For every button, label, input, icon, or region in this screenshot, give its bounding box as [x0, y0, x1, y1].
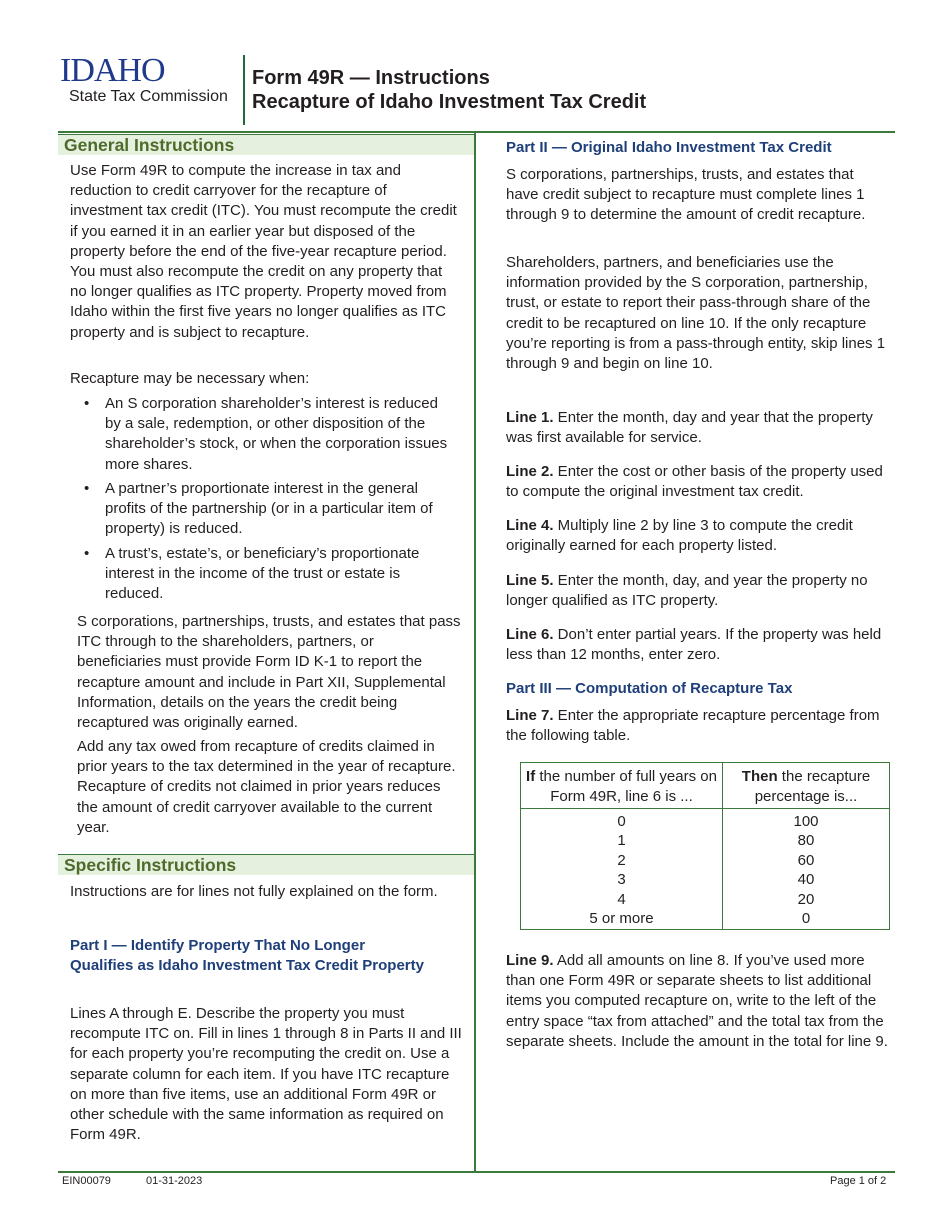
table-cell: 60: [797, 851, 815, 869]
table-column-percentages: [723, 812, 889, 928]
idaho-logo: [60, 52, 240, 113]
header-divider: [243, 55, 245, 125]
specific-paragraph-1: Instructions are for lines not fully explained on the form.: [70, 883, 438, 900]
table-cell: 80: [797, 832, 815, 850]
table-cell: 100: [793, 813, 819, 830]
part1-paragraph: Lines A through E. Describe the property you must recompute ITC on. Fill in lines 1 through 8 in Parts II and III for each property you’re recomputing the credit on. Use a separate column for each item. If you have ITC recapture on more than five items, use an additional Form 49R or other schedule with the same information as required on Form 49R.: [70, 1005, 462, 1144]
part2-paragraph-1: S corporations, partnerships, trusts, and estates that have credit subject to recapture must complete lines 1 through 9 to determine the amount of credit recapture.: [506, 166, 866, 224]
table-cell: 2: [617, 851, 626, 869]
line1-instruction: Line 1. Enter the month, day and year that the property was first available for service.: [506, 409, 873, 447]
part2-paragraph-2: Shareholders, partners, and beneficiaries use the information provided by the S corporation, partnership, trust, or estate to report their pass-through share of the credit to be recaptured on line 10. If the only recapture you’re reporting is from a pass-through entity, skip lines 1 through 9 and begin on line 10.: [506, 254, 886, 373]
logo-wordmark: IDAHO: [60, 52, 165, 89]
table-cell: 20: [797, 890, 815, 908]
bullet-item: • An S corporation shareholder’s interest is reduced by a sale, redemption, or other disposition of the shareholder’s stock, or when the corporation issues more shares.: [84, 395, 448, 473]
table-header-years: If the number of full years on Form 49R, line 6 is ...: [526, 768, 717, 805]
footer-page-number: Page 1 of 2: [830, 1175, 887, 1187]
general-paragraph-1: Use Form 49R to compute the increase in tax and reduction to credit carryover for the recapture of investment tax credit (ITC). You must recompute the credit if you earned it in an earlier year but disposed of the property before the end of the five-year recapture period. You must also recompute the credit on any property that no longer qualifies as ITC property. Property moved from Idaho within the first five years no longer qualifies as ITC property and is subject to recapture.: [70, 162, 457, 341]
part1-heading: Part I — Identify Property That No Longer Qualifies as Idaho Investment Tax Credit Property: [70, 937, 424, 975]
bullet-text: An S corporation shareholder’s interest is reduced by a sale, redemption, or other disposition of the shareholder’s stock, or when the corporation issues more shares.: [105, 395, 448, 473]
table-cell: 4: [617, 890, 626, 908]
table-cell: 1: [617, 832, 626, 850]
top-rule: [58, 131, 895, 133]
general-instructions-heading: General Instructions: [58, 134, 474, 155]
general-paragraph-2: Recapture may be necessary when:: [70, 370, 310, 387]
line5-instruction: Line 5. Enter the month, day, and year the property no longer qualified as ITC property.: [506, 572, 868, 610]
bullet-text: A partner’s proportionate interest in the general profits of the partnership (or in a particular item of property) is reduced.: [105, 480, 433, 538]
table-header-percentage: Then the recapture percentage is...: [741, 768, 871, 805]
line2-instruction: Line 2. Enter the cost or other basis of the property used to compute the original investment tax credit.: [506, 463, 883, 501]
table-cell: 0: [801, 910, 811, 928]
table-cell: 3: [617, 871, 626, 889]
line6-instruction: Line 6. Don’t enter partial years. If the property was held less than 12 months, enter zero.: [506, 626, 882, 664]
table-cell: 0: [617, 813, 626, 830]
table-cell: 5 or more: [589, 910, 654, 928]
part2-heading: Part II — Original Idaho Investment Tax Credit: [506, 139, 832, 156]
form-subtitle: Recapture of Idaho Investment Tax Credit: [252, 91, 647, 113]
footer-form-code: EIN00079: [62, 1175, 111, 1187]
bullet-text: A trust’s, estate’s, or beneficiary’s proportionate interest in the income of the trust or estate is reduced.: [105, 545, 420, 603]
line7-instruction: Line 7. Enter the appropriate recapture percentage from the following table.: [506, 707, 880, 745]
column-divider: [474, 131, 476, 1173]
line4-instruction: Line 4. Multiply line 2 by line 3 to compute the credit originally earned for each property listed.: [506, 517, 853, 555]
line9-instruction: Line 9. Add all amounts on line 8. If you’ve used more than one Form 49R or separate sheets to list additional items you computed recapture on, write to the left of the entry space “tax from attached” and the total tax from the separate sheets. Include the amount in the total for line 9.: [506, 952, 888, 1050]
table-column-years: [521, 812, 722, 928]
bottom-rule: [58, 1171, 895, 1173]
general-paragraph-4: Add any tax owed from recapture of credits claimed in prior years to the tax determined in the year of recapture. Recapture of credits not claimed in prior years reduces the amount of credit carryover available to the current year.: [77, 738, 456, 836]
bullet-item: • A partner’s proportionate interest in the general profits of the partnership (or in a particular item of property) is reduced.: [84, 480, 433, 538]
bullet-item: • A trust’s, estate’s, or beneficiary’s proportionate interest in the income of the trust or estate is reduced.: [84, 545, 420, 603]
footer-date: 01-31-2023: [146, 1175, 203, 1187]
part3-heading: Part III — Computation of Recapture Tax: [506, 680, 793, 697]
page-header: [60, 52, 895, 127]
form-title: Form 49R — Instructions: [252, 67, 490, 89]
table-cell: 40: [797, 871, 815, 889]
logo-subtitle: State Tax Commission: [69, 88, 228, 105]
general-paragraph-3: S corporations, partnerships, trusts, and estates that pass ITC through to the shareholders, partners, or beneficiaries must provide Form ID K-1 to report the recapture amount and include in Part XII, Supplemental Information, details on the years the credit being recaptured was originally earned.: [77, 613, 461, 732]
recapture-percentage-table: [520, 762, 890, 930]
specific-instructions-heading: Specific Instructions: [58, 854, 474, 875]
